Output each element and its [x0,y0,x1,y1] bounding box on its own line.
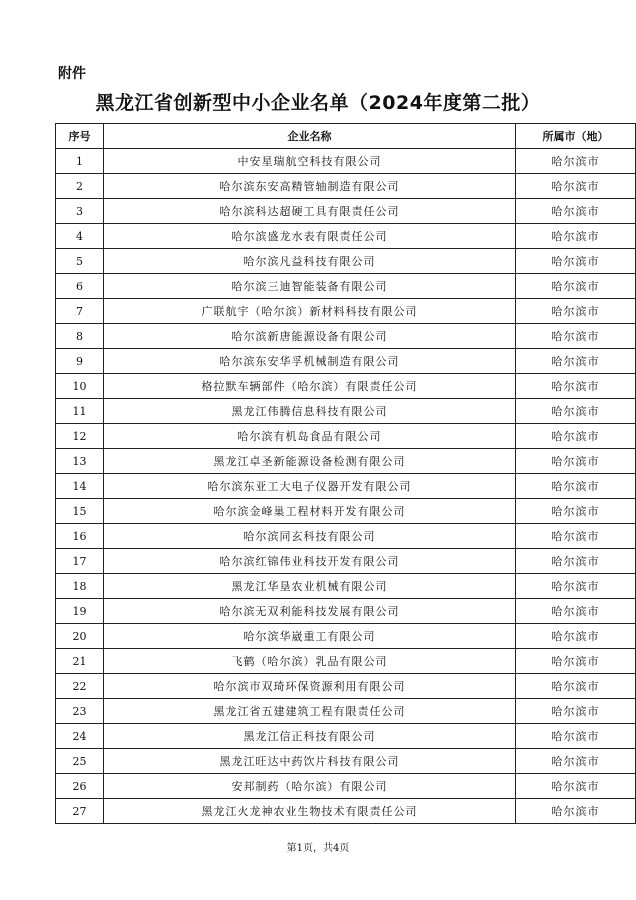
table-row [56,249,636,274]
table-row [56,299,636,324]
company-name: 哈尔滨红锦伟业科技开发有限公司 [104,549,516,574]
city-name: 哈尔滨市 [516,674,636,699]
table-row [56,174,636,199]
table-row [56,699,636,724]
company-name: 黑龙江卓圣新能源设备检测有限公司 [104,449,516,474]
table-row [56,224,636,249]
table-row [56,399,636,424]
company-name: 哈尔滨东安高精管轴制造有限公司 [104,174,516,199]
city-name: 哈尔滨市 [516,424,636,449]
city-name: 哈尔滨市 [516,624,636,649]
table-row [56,499,636,524]
city-name: 哈尔滨市 [516,724,636,749]
city-name: 哈尔滨市 [516,549,636,574]
city-name: 哈尔滨市 [516,474,636,499]
row-number: 11 [56,399,104,424]
city-name: 哈尔滨市 [516,149,636,174]
company-table [55,123,636,824]
table-row [56,149,636,174]
company-name: 哈尔滨新唐能源设备有限公司 [104,324,516,349]
city-name: 哈尔滨市 [516,299,636,324]
page-title: 黑龙江省创新型中小企业名单（2024年度第二批） [95,92,541,114]
company-name: 哈尔滨同玄科技有限公司 [104,524,516,549]
company-name: 黑龙江伟腾信息科技有限公司 [104,399,516,424]
city-name: 哈尔滨市 [516,324,636,349]
company-name: 黑龙江省五建建筑工程有限责任公司 [104,699,516,724]
table-row [56,199,636,224]
row-number: 27 [56,799,104,824]
row-number: 12 [56,424,104,449]
company-name: 哈尔滨凡益科技有限公司 [104,249,516,274]
table-header-row [56,124,636,149]
row-number: 10 [56,374,104,399]
table-row [56,349,636,374]
row-number: 3 [56,199,104,224]
table-row [56,674,636,699]
table-row [56,649,636,674]
row-number: 22 [56,674,104,699]
company-name: 格拉默车辆部件（哈尔滨）有限责任公司 [104,374,516,399]
table-row [56,774,636,799]
company-name: 哈尔滨金峰巢工程材料开发有限公司 [104,499,516,524]
company-name: 安邦制药（哈尔滨）有限公司 [104,774,516,799]
table-row [56,424,636,449]
row-number: 16 [56,524,104,549]
row-number: 7 [56,299,104,324]
city-name: 哈尔滨市 [516,174,636,199]
city-name: 哈尔滨市 [516,524,636,549]
row-number: 8 [56,324,104,349]
city-name: 哈尔滨市 [516,499,636,524]
row-number: 26 [56,774,104,799]
table-row [56,724,636,749]
company-name: 哈尔滨有机岛食品有限公司 [104,424,516,449]
table-row [56,574,636,599]
table-row [56,374,636,399]
row-number: 19 [56,599,104,624]
company-name: 广联航宇（哈尔滨）新材料科技有限公司 [104,299,516,324]
city-name: 哈尔滨市 [516,449,636,474]
table-row [56,449,636,474]
row-number: 1 [56,149,104,174]
table-row [56,599,636,624]
header-number: 序号 [56,124,104,149]
city-name: 哈尔滨市 [516,574,636,599]
city-name: 哈尔滨市 [516,374,636,399]
company-name: 哈尔滨盛龙水表有限责任公司 [104,224,516,249]
row-number: 25 [56,749,104,774]
row-number: 24 [56,724,104,749]
company-name: 黑龙江旺达中药饮片科技有限公司 [104,749,516,774]
table-row [56,624,636,649]
row-number: 21 [56,649,104,674]
table-row [56,324,636,349]
city-name: 哈尔滨市 [516,599,636,624]
row-number: 4 [56,224,104,249]
table-row [56,749,636,774]
row-number: 5 [56,249,104,274]
city-name: 哈尔滨市 [516,349,636,374]
row-number: 18 [56,574,104,599]
row-number: 2 [56,174,104,199]
header-company-name: 企业名称 [104,124,516,149]
header-city: 所属市（地） [516,124,636,149]
city-name: 哈尔滨市 [516,799,636,824]
city-name: 哈尔滨市 [516,224,636,249]
attachment-label: 附件 [58,66,86,82]
city-name: 哈尔滨市 [516,649,636,674]
company-name: 中安星瑞航空科技有限公司 [104,149,516,174]
row-number: 14 [56,474,104,499]
row-number: 20 [56,624,104,649]
table-row [56,799,636,824]
table-row [56,524,636,549]
table-row [56,549,636,574]
company-name: 黑龙江华垦农业机械有限公司 [104,574,516,599]
page-footer: 第1页，共4页 [286,843,350,854]
company-name: 黑龙江火龙神农业生物技术有限责任公司 [104,799,516,824]
city-name: 哈尔滨市 [516,774,636,799]
city-name: 哈尔滨市 [516,274,636,299]
company-name: 哈尔滨东安华孚机械制造有限公司 [104,349,516,374]
company-name: 哈尔滨科达超硬工具有限责任公司 [104,199,516,224]
company-name: 哈尔滨无双利能科技发展有限公司 [104,599,516,624]
row-number: 6 [56,274,104,299]
company-name: 哈尔滨华崴重工有限公司 [104,624,516,649]
row-number: 17 [56,549,104,574]
company-name: 黑龙江信正科技有限公司 [104,724,516,749]
row-number: 13 [56,449,104,474]
company-name: 哈尔滨三迪智能装备有限公司 [104,274,516,299]
row-number: 15 [56,499,104,524]
row-number: 23 [56,699,104,724]
company-name: 飞鹤（哈尔滨）乳品有限公司 [104,649,516,674]
table-row [56,274,636,299]
city-name: 哈尔滨市 [516,699,636,724]
city-name: 哈尔滨市 [516,399,636,424]
city-name: 哈尔滨市 [516,749,636,774]
company-name: 哈尔滨东亚工大电子仪器开发有限公司 [104,474,516,499]
company-name: 哈尔滨市双琦环保资源利用有限公司 [104,674,516,699]
city-name: 哈尔滨市 [516,249,636,274]
table-row [56,474,636,499]
city-name: 哈尔滨市 [516,199,636,224]
row-number: 9 [56,349,104,374]
